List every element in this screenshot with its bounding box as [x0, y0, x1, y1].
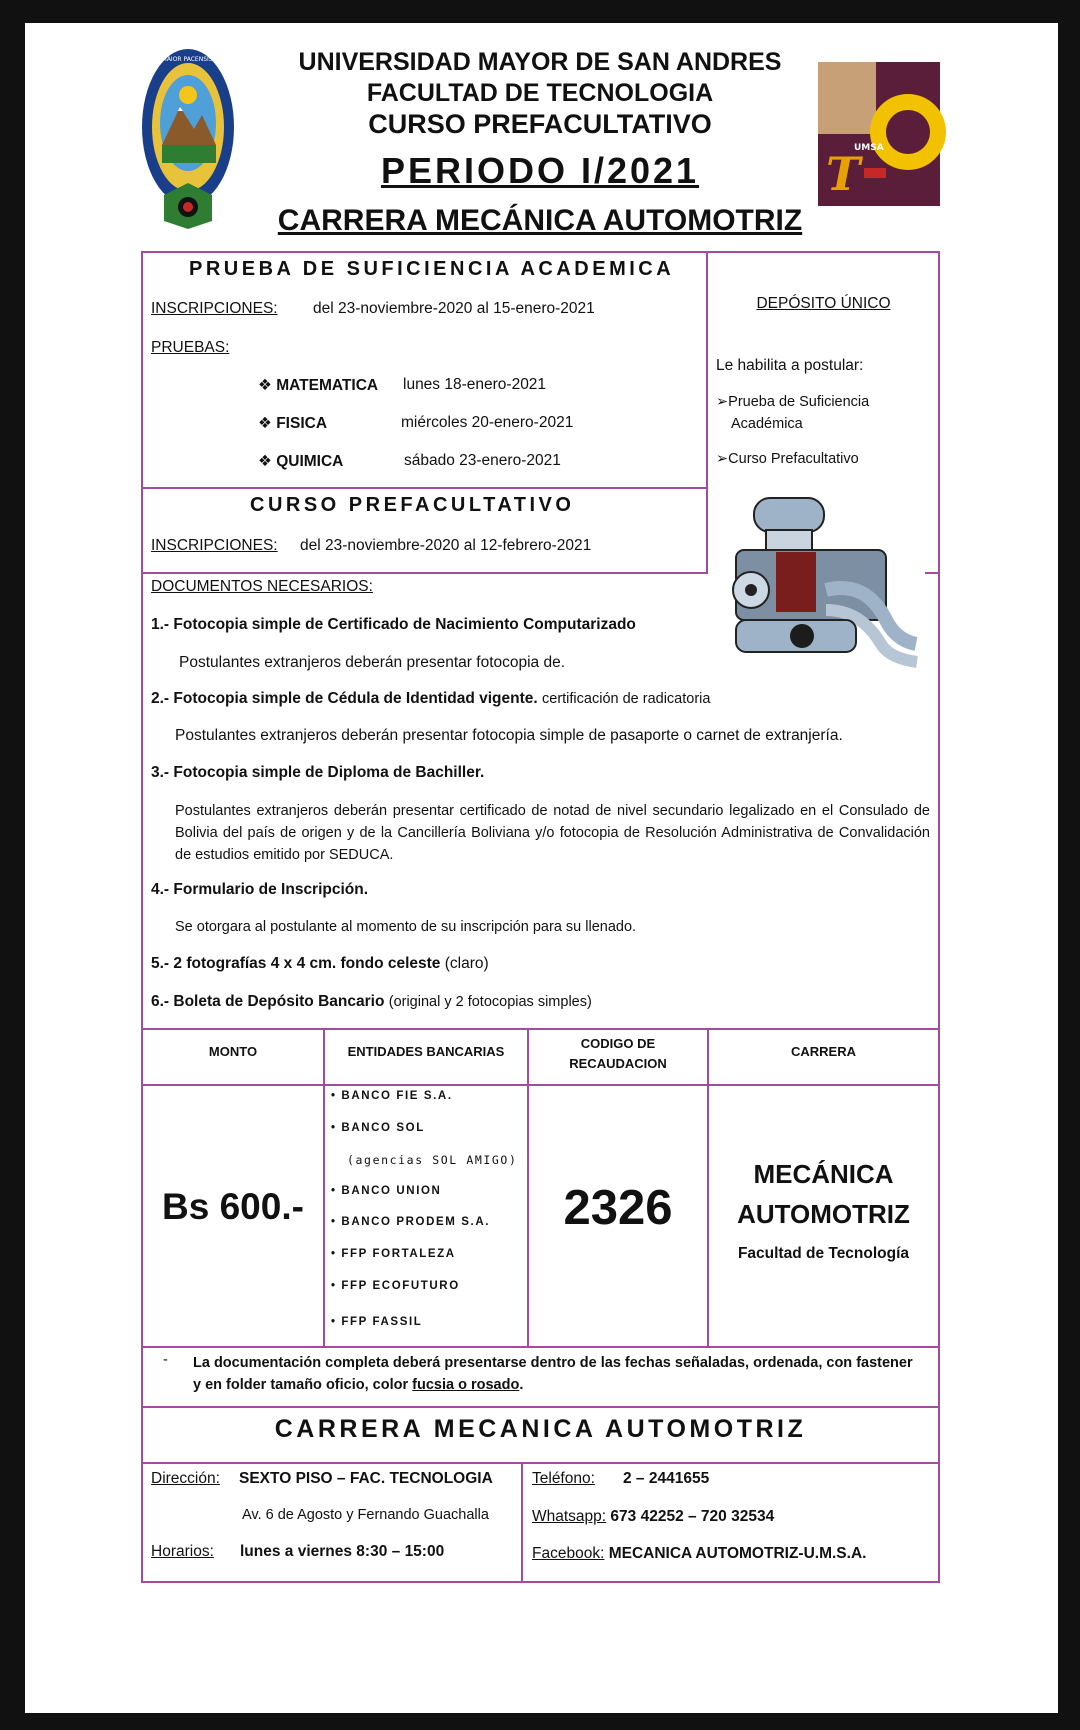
curso-title: CURSO PREFACULTATIVO — [250, 494, 575, 516]
diamond-bullet-icon: ❖ — [258, 453, 277, 470]
prueba-inscripciones-label: INSCRIPCIONES: — [151, 300, 278, 317]
faculty-name: FACULTAD DE TECNOLOGIA — [366, 79, 714, 107]
doc-note-3: Postulantes extranjeros deberán presentar certificado de notad de nivel secundario legalizado en el Consulado de Bolivia del país de origen y de la Cancillería Boliviana y/o fotocopia de Resolución Administrativa de Convalidación de estudios emitido por SEDUCA. — [175, 803, 930, 863]
border-right — [938, 251, 940, 1583]
deposito-option-cont: Académica — [731, 416, 803, 432]
deposito-option: ➢Prueba de Suficiencia — [716, 394, 870, 410]
curso-inscripciones-value: del 23-noviembre-2020 al 12-febrero-2021 — [300, 537, 592, 554]
prueba-title: PRUEBA DE SUFICIENCIA ACADEMICA — [189, 258, 675, 280]
note-dash: - — [163, 1352, 168, 1368]
arrow-bullet-icon: ➢ — [716, 394, 729, 410]
table-header-monto: MONTO — [208, 1044, 258, 1059]
periodo-title: PERIODO I/2021 — [380, 150, 700, 191]
divider-docs — [141, 572, 708, 574]
table-header-entidades: ENTIDADES BANCARIAS — [347, 1044, 505, 1059]
course-name: CURSO PREFACULTATIVO — [368, 109, 712, 139]
doc-note-2: Postulantes extranjeros deberán presentar fotocopia simple de pasaporte o carnet de extranjería. — [175, 727, 843, 744]
deposito-title: DEPÓSITO ÚNICO — [756, 295, 891, 312]
footer-tel-label: Teléfono: — [532, 1470, 595, 1487]
footer-col — [521, 1462, 523, 1582]
border-left — [141, 251, 143, 1583]
prueba-date: miércoles 20-enero-2021 — [401, 414, 574, 431]
note-text: La documentación completa deberá presentarse dentro de las fechas señaladas, ordenada, con fastener y en folder tamaño oficio, color fucsia o rosado. — [193, 1355, 913, 1393]
table-bottom — [141, 1346, 940, 1348]
monto-value: Bs 600.- — [162, 1186, 304, 1227]
svg-text:UNIVERSITAS MAIOR PACENSIS DIV: UNIVERSITAS MAIOR PACENSIS DIVI ANDREÆ — [120, 56, 256, 63]
prueba-date: lunes 18-enero-2021 — [403, 376, 547, 393]
footer-tel-value: 2 – 2441655 — [623, 1470, 710, 1487]
deposito-habilita: Le habilita a postular: — [716, 357, 864, 374]
border-top — [141, 251, 940, 253]
prueba-item: ❖ FISICA — [258, 415, 328, 432]
note-bottom — [141, 1406, 940, 1408]
prueba-inscripciones-value: del 23-noviembre-2020 al 15-enero-2021 — [313, 300, 595, 317]
periodo-wrap — [0, 150, 1080, 192]
footer-fb: Facebook: MECANICA AUTOMOTRIZ-U.M.S.A. — [532, 1545, 867, 1562]
deposito-option: ➢Curso Prefacultativo — [716, 451, 859, 467]
table-col1 — [323, 1028, 325, 1348]
table-header-codigo: CODIGO DE RECAUDACION — [569, 1036, 667, 1071]
carrera-title: CARRERA MECÁNICA AUTOMOTRIZ — [277, 204, 803, 237]
bank-item: • FFP FORTALEZA — [331, 1248, 456, 1260]
svg-text:UMSA: UMSA — [854, 143, 884, 153]
pruebas-label: PRUEBAS: — [151, 339, 230, 356]
prueba-item: ❖ MATEMATICA — [258, 377, 379, 394]
footer-title: CARRERA MECANICA AUTOMOTRIZ — [274, 1415, 807, 1443]
footer-dir-value: SEXTO PISO – FAC. TECNOLOGIA — [239, 1470, 493, 1487]
footer-dir-value2: Av. 6 de Agosto y Fernando Guachalla — [242, 1507, 489, 1523]
bank-item: • BANCO PRODEM S.A. — [331, 1216, 491, 1228]
prueba-date: sábado 23-enero-2021 — [404, 452, 561, 469]
bank-item: • BANCO UNION — [331, 1185, 442, 1197]
carrera-wrap — [0, 204, 1080, 238]
doc-item-6: 6.- Boleta de Depósito Bancario (original y 2 fotocopias simples) — [151, 993, 592, 1010]
engine-illustration-icon — [716, 490, 931, 680]
table-top — [141, 1028, 940, 1030]
carrera-value: MECÁNICA AUTOMOTRIZ — [737, 1159, 910, 1229]
doc-item-3: 3.- Fotocopia simple de Diploma de Bachiller. — [151, 764, 485, 781]
doc-note-1: Postulantes extranjeros deberán presentar fotocopia de. — [179, 654, 566, 671]
bank-item: • BANCO SOL — [331, 1122, 425, 1134]
bank-item: • FFP FASSIL — [331, 1316, 423, 1328]
doc-item-2: 2.- Fotocopia simple de Cédula de Identidad vigente. certificación de radicatoria — [151, 690, 711, 707]
doc-note-4: Se otorgara al postulante al momento de su inscripción para su llenado. — [175, 919, 637, 935]
footer-wa: Whatsapp: 673 42252 – 720 32534 — [532, 1508, 775, 1525]
bank-item: • FFP ECOFUTURO — [331, 1280, 460, 1292]
table-header-bottom — [141, 1084, 940, 1086]
codigo-value: 2326 — [563, 1181, 673, 1235]
divider-curso — [141, 487, 708, 489]
footer-hor-value: lunes a viernes 8:30 – 15:00 — [240, 1543, 445, 1560]
arrow-bullet-icon: ➢ — [716, 451, 729, 467]
university-name: UNIVERSIDAD MAYOR DE SAN ANDRES — [298, 48, 782, 76]
doc-item-5: 5.- 2 fotografías 4 x 4 cm. fondo celeste (claro) — [151, 955, 489, 972]
footer-dir-label: Dirección: — [151, 1470, 220, 1487]
diamond-bullet-icon: ❖ — [258, 415, 277, 432]
docs-title: DOCUMENTOS NECESARIOS: — [151, 578, 373, 595]
svg-text:T: T — [826, 147, 861, 201]
diamond-bullet-icon: ❖ — [258, 377, 277, 394]
doc-item-1: 1.- Fotocopia simple de Certificado de Nacimiento Computarizado — [151, 616, 636, 633]
curso-inscripciones-label: INSCRIPCIONES: — [151, 537, 278, 554]
footer-title-bottom — [141, 1462, 940, 1464]
prueba-item: ❖ QUIMICA — [258, 453, 344, 470]
border-bottom — [141, 1581, 940, 1583]
table-header-carrera: CARRERA — [791, 1044, 856, 1059]
facultad-value: Facultad de Tecnología — [737, 1245, 910, 1262]
bank-item: • BANCO FIE S.A. — [331, 1090, 453, 1102]
doc-item-4: 4.- Formulario de Inscripción. — [151, 881, 369, 898]
bank-item-note: (agencias SOL AMIGO) — [347, 1153, 518, 1167]
footer-hor-label: Horarios: — [151, 1543, 214, 1560]
